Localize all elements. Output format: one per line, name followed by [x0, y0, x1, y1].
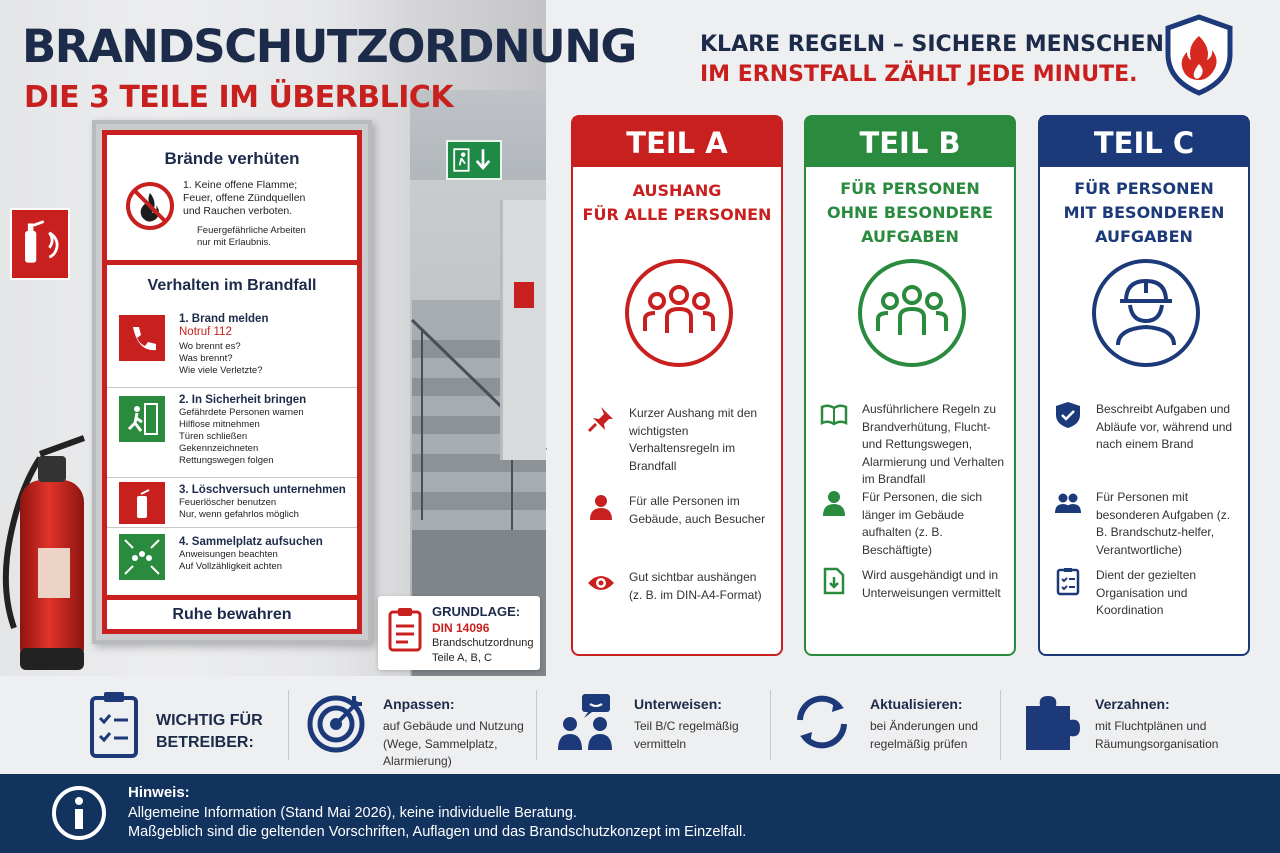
person-icon	[587, 493, 615, 521]
extinguisher-icon	[119, 482, 165, 524]
emergency-exit-icon	[119, 396, 165, 442]
poster-step-title: 3. Löschversuch unternehmen	[179, 484, 346, 496]
checklist-icon	[1054, 567, 1082, 595]
card-subtitle: AUSHANG	[632, 181, 722, 200]
card-teil-a	[571, 115, 783, 656]
tip-text: (Wege, Sammelplatz,	[383, 736, 498, 751]
tip-text: Alarmierung)	[383, 754, 452, 768]
no-fire-icon	[125, 181, 175, 231]
poster-text: Feuergefährliche Arbeiten	[197, 225, 306, 236]
tip-text: auf Gebäude und Nutzung	[383, 719, 524, 733]
card-item-text: Gut sichtbar aushängen (z. B. im DIN-A4-Format)	[629, 570, 762, 602]
grundlage-text: Brandschutzordnung	[432, 637, 534, 649]
tagline-primary: KLARE REGELN – SICHERE MENSCHEN	[700, 32, 1164, 57]
divider	[770, 690, 771, 760]
poster-text: Nur, wenn gefahrlos möglich	[179, 509, 299, 520]
puzzle-icon	[1022, 692, 1082, 752]
poster-row-safety	[107, 387, 357, 477]
person-icon	[820, 489, 848, 517]
card-item-text: Ausführlichere Regeln zu Brandverhütung, Flucht- und Rettungswegen, Alarmierung und Verhalten im Brandfall	[862, 402, 1005, 486]
tip-text: regelmäßig prüfen	[870, 736, 968, 751]
grundlage-box	[378, 596, 540, 670]
poster-section-title: Verhalten im Brandfall	[147, 277, 317, 294]
fire-shield-icon	[1164, 14, 1234, 96]
divider	[536, 690, 537, 760]
door-frame	[500, 200, 546, 460]
tip-text: Teil B/C regelmäßig	[634, 719, 739, 733]
poster-text: Anweisungen beachten	[179, 549, 278, 560]
poster-row-report	[107, 305, 357, 387]
emergency-number: Notruf 112	[179, 326, 232, 338]
poster-text: und Rauchen verboten.	[183, 205, 293, 217]
tip-text: bei Änderungen und	[870, 719, 979, 733]
card-subtitle: AUFGABEN	[861, 227, 959, 246]
poster-text: Was brennt?	[179, 353, 233, 364]
card-subtitle: FÜR PERSONEN	[840, 179, 980, 198]
poster-text: Feuerlöscher benutzen	[179, 497, 277, 508]
card-item-text: Für alle Personen im Gebäude, auch Besucher	[629, 494, 766, 526]
tagline-secondary: IM ERNSTFALL ZÄHLT JEDE MINUTE.	[700, 62, 1138, 87]
poster-text: Auf Vollzähligkeit achten	[179, 561, 282, 572]
poster-step-title: 1. Brand melden	[179, 313, 269, 325]
operator-tips-bar	[0, 676, 1280, 774]
info-icon	[50, 784, 108, 842]
tip-title: Aktualisieren:	[870, 696, 963, 712]
tip-title: Unterweisen:	[634, 696, 722, 712]
grundlage-din: DIN 14096	[432, 621, 490, 635]
poster-row-extinguish	[107, 477, 357, 527]
page-title: BRANDSCHUTZORDNUNG	[22, 20, 636, 73]
grundlage-title: GRUNDLAGE:	[432, 604, 521, 619]
tip-text: vermitteln	[634, 736, 687, 751]
card-item-text: Beschreibt Aufgaben und Abläufe vor, während und nach einem Brand	[1096, 402, 1233, 451]
fire-extinguisher-illustration	[0, 428, 92, 676]
phone-icon	[119, 315, 165, 361]
shield-check-icon	[1054, 401, 1082, 429]
poster-text: Hilflose mitnehmen	[179, 419, 260, 430]
exit-sign	[446, 140, 502, 180]
clipboard-checklist-icon	[88, 688, 140, 760]
poster-section-prevention	[107, 135, 357, 265]
card-subtitle: OHNE BESONDERE	[827, 203, 993, 222]
tip-title: Verzahnen:	[1095, 696, 1170, 712]
card-subtitle: FÜR PERSONEN	[1074, 179, 1214, 198]
group-people-icon	[856, 257, 968, 369]
hero-photo	[0, 0, 636, 676]
card-subtitle: FÜR ALLE PERSONEN	[582, 205, 772, 224]
poster-text: Türen schließen	[179, 431, 248, 442]
refresh-icon	[792, 692, 852, 752]
fire-safety-poster	[92, 120, 372, 644]
operator-label: WICHTIG FÜR	[156, 712, 263, 729]
grundlage-text: Teile A, B, C	[432, 652, 492, 664]
card-item-text: Dient der gezielten Organisation und Koordination	[1096, 568, 1197, 617]
poster-step-title: 4. Sammelplatz aufsuchen	[179, 536, 323, 548]
target-icon	[306, 692, 366, 752]
assembly-point-icon	[119, 534, 165, 580]
poster-text: Rettungswegen folgen	[179, 455, 274, 466]
card-teil-b	[804, 115, 1016, 656]
poster-text: Gekennzeichneten	[179, 443, 259, 454]
disclaimer-text: Allgemeine Information (Stand Mai 2026), keine individuelle Beratung.	[128, 805, 577, 821]
card-title: TEIL B	[806, 117, 1014, 167]
training-people-icon	[556, 692, 616, 752]
card-item-text: Für Personen mit besonderen Aufgaben (z. B. Brandschutz-helfer, Verantwortliche)	[1096, 490, 1231, 557]
people-group-icon	[1054, 489, 1082, 517]
card-subtitle: AUFGABEN	[1095, 227, 1193, 246]
helmet-worker-icon	[1090, 257, 1202, 369]
poster-section-title: Brände verhüten	[164, 149, 300, 168]
card-title: TEIL A	[573, 117, 781, 167]
pushpin-icon	[587, 405, 615, 433]
clipboard-icon	[388, 606, 422, 652]
open-book-icon	[820, 401, 848, 429]
poster-text: nur mit Erlaubnis.	[197, 237, 271, 248]
divider	[1000, 690, 1001, 760]
poster-step-title: 2. In Sicherheit bringen	[179, 394, 307, 406]
card-item-text: Wird ausgehändigt und in Unterweisungen vermittelt	[862, 568, 1001, 600]
tip-text: mit Fluchtplänen und	[1095, 719, 1207, 733]
poster-row-assembly	[107, 527, 357, 583]
poster-text: Gefährdete Personen warnen	[179, 407, 304, 418]
tip-text: Räumungsorganisation	[1095, 736, 1219, 751]
divider	[288, 690, 289, 760]
card-item-text: Kurzer Aushang mit den wichtigsten Verhaltensregeln im Brandfall	[629, 406, 758, 473]
card-item-text: Für Personen, die sich länger im Gebäude aufhalten (z. B. Beschäftigte)	[862, 490, 983, 557]
poster-text: 1. Keine offene Flamme;	[183, 179, 298, 191]
card-teil-c	[1038, 115, 1250, 656]
tip-title: Anpassen:	[383, 696, 455, 712]
group-people-icon	[623, 257, 735, 369]
card-title: TEIL C	[1040, 117, 1248, 167]
eye-icon	[587, 569, 615, 597]
disclaimer-title: Hinweis:	[128, 784, 190, 801]
poster-text: Wo brennt es?	[179, 341, 241, 352]
operator-label: BETREIBER:	[156, 734, 254, 751]
card-subtitle: MIT BESONDEREN	[1063, 203, 1225, 222]
extinguisher-sign-icon	[10, 208, 70, 280]
poster-footer: Ruhe bewahren	[107, 595, 357, 629]
poster-text: Feuer, offene Zündquellen	[183, 192, 306, 204]
poster-text: Wie viele Verletzte?	[179, 365, 263, 376]
page-subtitle: DIE 3 TEILE IM ÜBERBLICK	[24, 80, 454, 115]
disclaimer-footer	[0, 774, 1280, 853]
disclaimer-text: Maßgeblich sind die geltenden Vorschriften, Auflagen und das Brandschutzkonzept im Einzelfall.	[128, 824, 747, 840]
document-download-icon	[820, 567, 848, 595]
small-fire-sign	[514, 282, 534, 308]
